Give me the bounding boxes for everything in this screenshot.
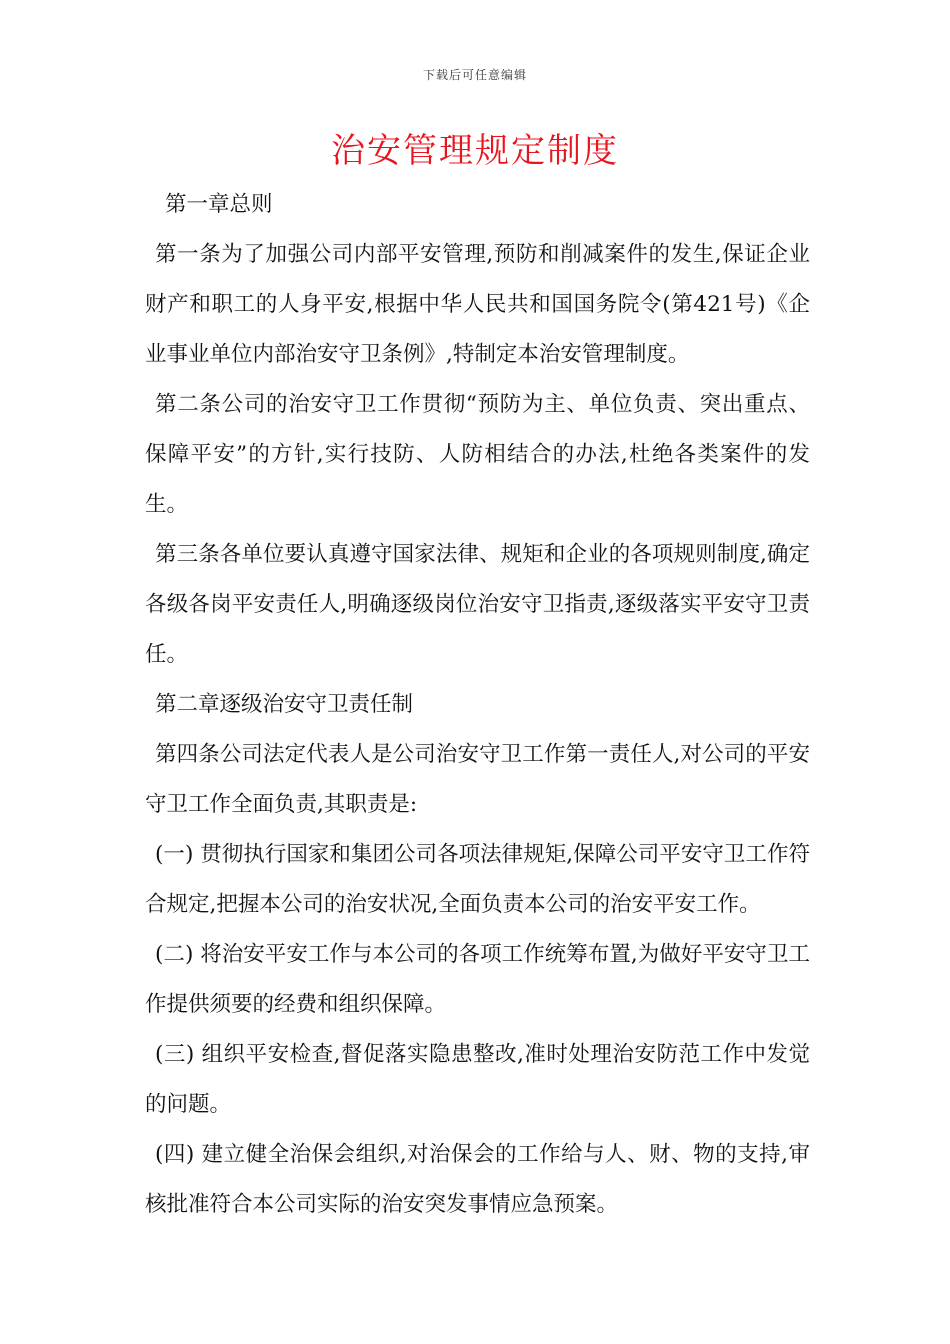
article-paragraph: 第一条为了加强公司内部平安管理,预防和削减案件的发生,保证企业财产和职工的人身平安,根据中华人民共和国国务院令(第421号)《企业事业单位内部治安守卫条例》,特制定本治安管理制度。 [145,242,810,367]
document-body [145,180,810,1230]
list-item-paragraph: (二) 将治安平安工作与本公司的各项工作统筹布置,为做好平安守卫工作提供须要的经费和组织保障。 [145,942,810,1017]
list-item-paragraph: (三) 组织平安检查,督促落实隐患整改,准时处理治安防范工作中发觉的问题。 [145,1042,810,1117]
article-paragraph: 第四条公司法定代表人是公司治安守卫工作第一责任人,对公司的平安守卫工作全面负责,其职责是: [145,742,810,817]
chapter-heading: 第二章逐级治安守卫责任制 [155,692,414,717]
article-paragraph: 第二条公司的治安守卫工作贯彻“预防为主、单位负责、突出重点、保障平安”的方针,实行技防、人防相结合的办法,杜绝各类案件的发生。 [145,392,810,517]
article-paragraph: 第三条各单位要认真遵守国家法律、规矩和企业的各项规则制度,确定各级各岗平安责任人,明确逐级岗位治安守卫指责,逐级落实平安守卫责任。 [145,542,810,667]
document-title: 治安管理规定制度 [331,131,619,171]
chapter-heading: 第一章总则 [165,192,273,217]
list-item-paragraph: (四) 建立健全治保会组织,对治保会的工作给与人、财、物的支持,审核批准符合本公司实际的治安突发事情应急预案。 [145,1142,810,1217]
list-item-paragraph: (一) 贯彻执行国家和集团公司各项法律规矩,保障公司平安守卫工作符合规定,把握本公司的治安状况,全面负责本公司的治安平安工作。 [145,842,810,917]
header-note: 下载后可任意编辑 [422,68,527,82]
